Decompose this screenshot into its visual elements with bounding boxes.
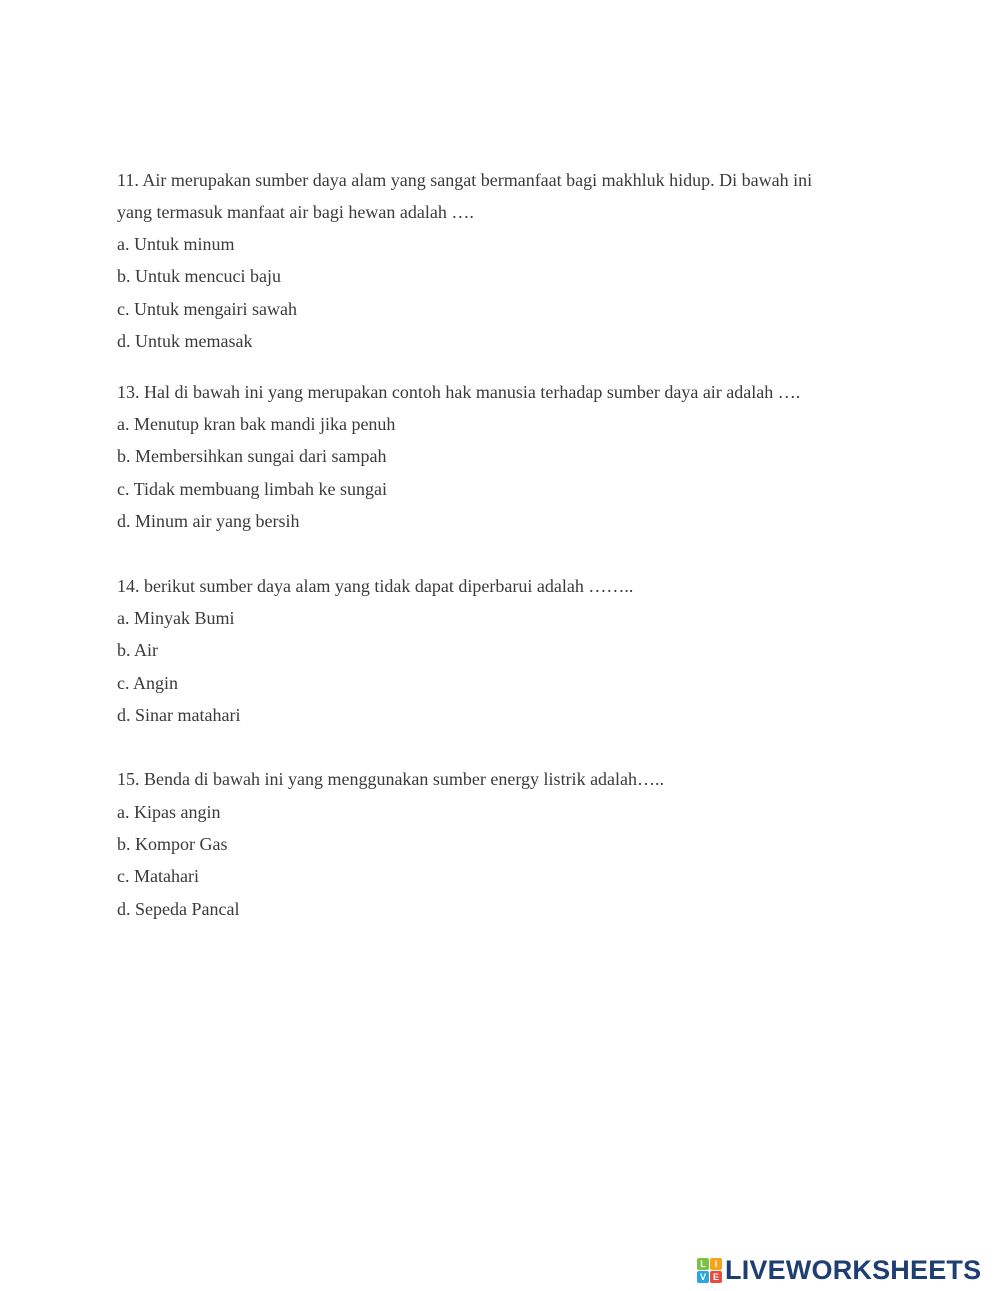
question-15-option-a: a. Kipas angin xyxy=(117,802,221,822)
question-14-option-a: a. Minyak Bumi xyxy=(117,608,235,628)
question-13-text: 13. Hal di bawah ini yang merupakan contoh hak manusia terhadap sumber daya air adalah …. xyxy=(117,382,801,402)
question-15-option-b: b. Kompor Gas xyxy=(117,834,228,854)
logo-tile-v: V xyxy=(697,1271,709,1283)
logo-tile-i: I xyxy=(710,1258,722,1270)
logo-tile-l: L xyxy=(697,1258,709,1270)
question-13-option-d: d. Minum air yang bersih xyxy=(117,511,300,531)
liveworksheets-wordmark: LIVEWORKSHEETS xyxy=(725,1254,982,1285)
question-11-text-line-1: 11. Air merupakan sumber daya alam yang sangat bermanfaat bagi makhluk hidup. Di bawah ini xyxy=(117,170,813,190)
logo-tile-e: E xyxy=(710,1271,722,1283)
question-11-option-d: d. Untuk memasak xyxy=(117,331,253,351)
question-11-option-a: a. Untuk minum xyxy=(117,234,235,254)
question-14-option-c: c. Angin xyxy=(117,673,178,693)
question-13-option-b: b. Membersihkan sungai dari sampah xyxy=(117,446,387,466)
question-15-option-d: d. Sepeda Pancal xyxy=(117,899,240,919)
question-14-option-d: d. Sinar matahari xyxy=(117,705,241,725)
question-13-option-c: c. Tidak membuang limbah ke sungai xyxy=(117,479,387,499)
liveworksheets-logo xyxy=(697,1255,981,1285)
question-15-option-c: c. Matahari xyxy=(117,866,199,886)
question-14-text: 14. berikut sumber daya alam yang tidak dapat diperbarui adalah …….. xyxy=(117,576,634,596)
liveworksheets-logo-icon xyxy=(697,1258,722,1283)
question-15-text: 15. Benda di bawah ini yang menggunakan sumber energy listrik adalah….. xyxy=(117,769,665,789)
question-11-option-c: c. Untuk mengairi sawah xyxy=(117,299,297,319)
question-14-option-b: b. Air xyxy=(117,640,159,660)
question-13-option-a: a. Menutup kran bak mandi jika penuh xyxy=(117,414,396,434)
question-11-text-line-2: yang termasuk manfaat air bagi hewan adalah …. xyxy=(117,202,474,222)
question-11-option-b: b. Untuk mencuci baju xyxy=(117,266,281,286)
